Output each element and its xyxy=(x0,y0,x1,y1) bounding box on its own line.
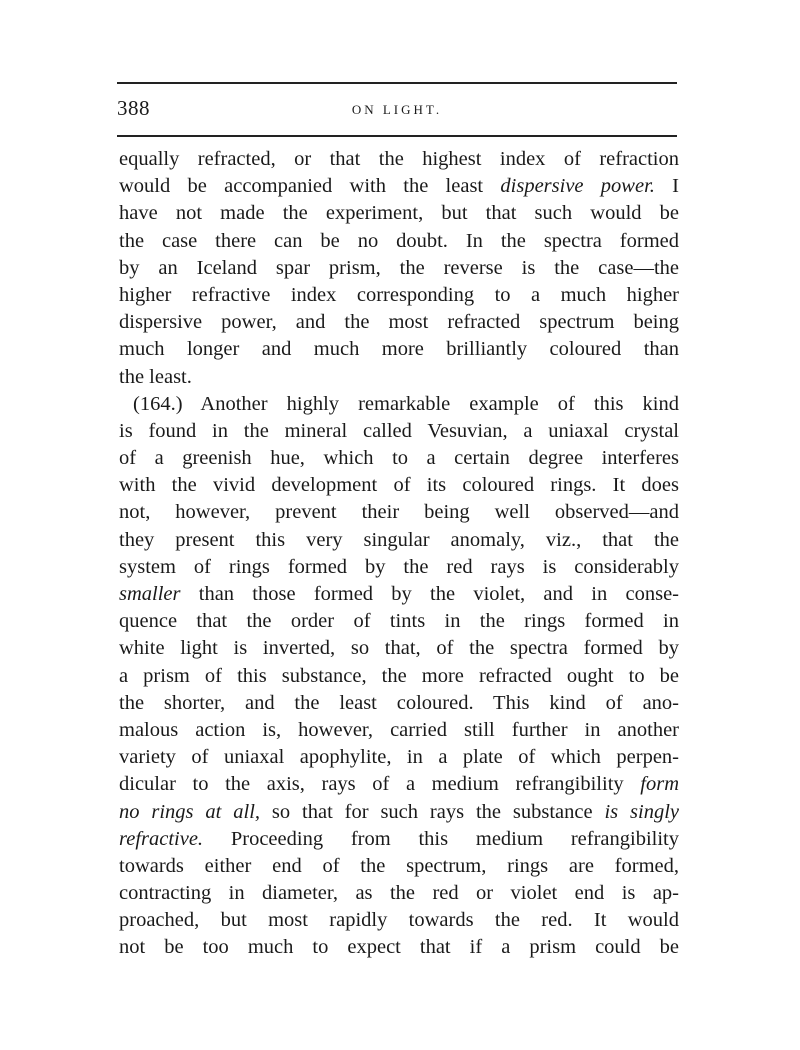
text-line: not be too much to expect that if a prism could be xyxy=(119,936,679,959)
text-line: by an Iceland spar prism, the reverse is the case—the xyxy=(119,256,679,279)
text-line: towards either end of the spectrum, rings are formed, xyxy=(119,854,679,877)
text-line: would be accompanied with the least dispersive power. I xyxy=(119,175,680,198)
italic-phrase: smaller xyxy=(119,583,181,605)
text-line: system of rings formed by the red rays is considerably xyxy=(119,555,679,578)
text-line: variety of uniaxal apophylite, in a plate of which perpen- xyxy=(119,746,679,769)
text-line: smaller than those formed by the violet, and in conse- xyxy=(119,583,679,605)
italic-phrase: is singly xyxy=(604,800,679,823)
paragraph-start-line: (164.) Another highly remarkable example of this kind xyxy=(133,392,679,415)
text-line: proached, but most rapidly towards the red. It would xyxy=(119,909,679,932)
text-line: is found in the mineral called Vesuvian, a uniaxal crystal xyxy=(119,419,679,442)
italic-phrase: refractive. xyxy=(119,827,204,850)
text-line: a prism of this substance, the more refracted ought to be xyxy=(119,664,679,687)
header-top-rule xyxy=(117,82,677,84)
text-line: dispersive power, and the most refracted spectrum being xyxy=(119,311,679,334)
page-number: 388 xyxy=(117,96,150,120)
text-line: with the vivid development of its coloured rings. It does xyxy=(119,474,679,497)
text-line: dicular to the axis, rays of a medium refrangibility form xyxy=(119,773,679,796)
text-line: white light is inverted, so that, of the spectra formed by xyxy=(119,637,679,660)
body-text xyxy=(119,146,679,962)
text-line: the least. xyxy=(119,365,192,388)
text-line: have not made the experiment, but that such would be xyxy=(119,202,679,225)
header-bottom-rule xyxy=(117,135,677,137)
running-head: ON LIGHT. xyxy=(351,102,443,117)
text-line: the case there can be no doubt. In the spectra formed xyxy=(119,229,679,252)
text-line: contracting in diameter, as the red or violet end is ap- xyxy=(119,882,679,905)
italic-phrase: dispersive power. xyxy=(500,175,655,198)
text-line: equally refracted, or that the highest index of refraction xyxy=(119,148,679,170)
page-header xyxy=(117,96,677,126)
text-line: quence that the order of tints in the rings formed in xyxy=(119,610,679,633)
italic-phrase: form xyxy=(640,773,679,796)
text-line: malous action is, however, carried still further in another xyxy=(119,718,679,741)
text-line: the shorter, and the least coloured. This kind of ano- xyxy=(119,691,679,714)
text-line: they present this very singular anomaly, viz., that the xyxy=(119,528,679,551)
text-line: not, however, prevent their being well observed—and xyxy=(119,501,679,524)
text-line: much longer and much more brilliantly coloured than xyxy=(119,338,679,361)
italic-phrase: no rings at all, xyxy=(119,800,261,823)
text-line: refractive. Proceeding from this medium refrangibility xyxy=(119,827,679,850)
text-line: no rings at all, so that for such rays the substance is singly xyxy=(119,800,679,823)
text-line: higher refractive index corresponding to a much higher xyxy=(119,283,679,306)
text-line: of a greenish hue, which to a certain degree interferes xyxy=(119,447,679,470)
